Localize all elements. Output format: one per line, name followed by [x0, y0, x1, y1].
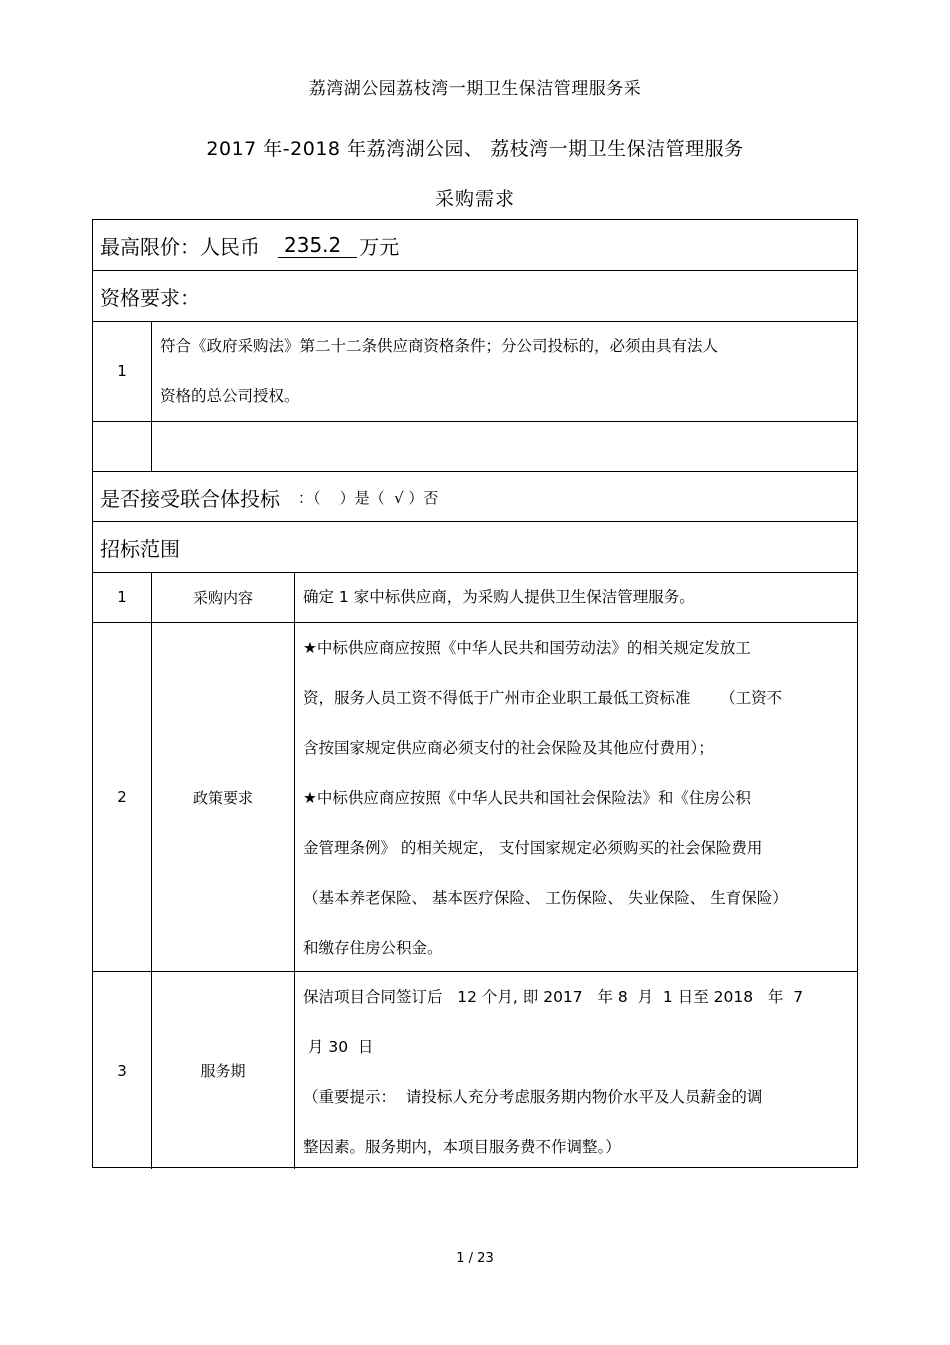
scope-line: 确定 1 家中标供应商，为采购人提供卫生保洁管理服务。 [303, 588, 695, 606]
qualification-item-number: 1 [117, 362, 127, 380]
scope-row-number: 1 [117, 588, 127, 606]
scope-row-content [303, 972, 855, 1169]
scope-row-item: 政策要求 [192, 788, 253, 807]
scope-line: ★中标供应商应按照《中华人民共和国劳动法》的相关规定发放工 [303, 639, 751, 657]
scope-line: 月 30 日 [303, 1038, 374, 1056]
scope-line: ★中标供应商应按照《中华人民共和国社会保险法》和《住房公积 [303, 789, 751, 807]
joint-bid-label: 是否接受联合体投标 [100, 486, 280, 511]
scope-row-number: 3 [117, 1061, 127, 1080]
scope-line: 整因素。服务期内，本项目服务费不作调整。） [303, 1138, 621, 1156]
price-label: 最高限价：人民币 [100, 234, 260, 259]
qualification-line: 资格的总公司授权。 [160, 387, 300, 405]
scope-line: 保洁项目合同签订后 12 个月, 即 2017 年 8 月 1 日至 2018 年 7 [303, 988, 804, 1006]
scope-row-content [303, 623, 853, 971]
qualification-line: 符合《政府采购法》第二十二条供应商资格条件；分公司投标的，必须由具有法人 [160, 337, 719, 355]
scope-line: 金管理条例》 的相关规定， 支付国家规定必须购买的社会保险费用 [303, 839, 763, 857]
scope-line: （基本养老保险、 基本医疗保险、 工伤保险、 失业保险、 生育保险） [303, 889, 788, 907]
qualification-item-text [160, 321, 850, 421]
requirements-table [92, 219, 858, 1168]
scope-line: 含按国家规定供应商必须支付的社会保险及其他应付费用）； [303, 739, 714, 757]
document-title: 2017 年-2018 年荔湾湖公园、 荔枝湾一期卫生保洁管理服务 [206, 138, 744, 160]
scope-row-number: 2 [117, 788, 127, 806]
scope-row-content [303, 572, 853, 622]
price-unit: 万元 [359, 234, 400, 259]
scope-line: （重要提示： 请投标人充分考虑服务期内物价水平及人员薪金的调 [303, 1088, 763, 1106]
scope-heading: 招标范围 [100, 536, 180, 561]
running-title: 荔湾湖公园荔枝湾一期卫生保洁管理服务采 [308, 79, 642, 99]
qualification-heading: 资格要求： [100, 285, 200, 310]
price-row [100, 220, 840, 270]
price-amount: 235.2 [278, 233, 357, 258]
joint-bid-row [100, 472, 840, 522]
document-subtitle: 采购需求 [434, 188, 515, 210]
page-number: 1 / 23 [456, 1251, 494, 1266]
scope-row-item: 采购内容 [192, 588, 253, 607]
scope-row-item: 服务期 [200, 1062, 246, 1080]
scope-line: 资，服务人员工资不得低于广州市企业职工最低工资标准 （工资不 [303, 689, 783, 707]
scope-line: 和缴存住房公积金。 [303, 939, 443, 957]
joint-bid-options: ：（ ）是（ √ ）否 [298, 488, 439, 507]
